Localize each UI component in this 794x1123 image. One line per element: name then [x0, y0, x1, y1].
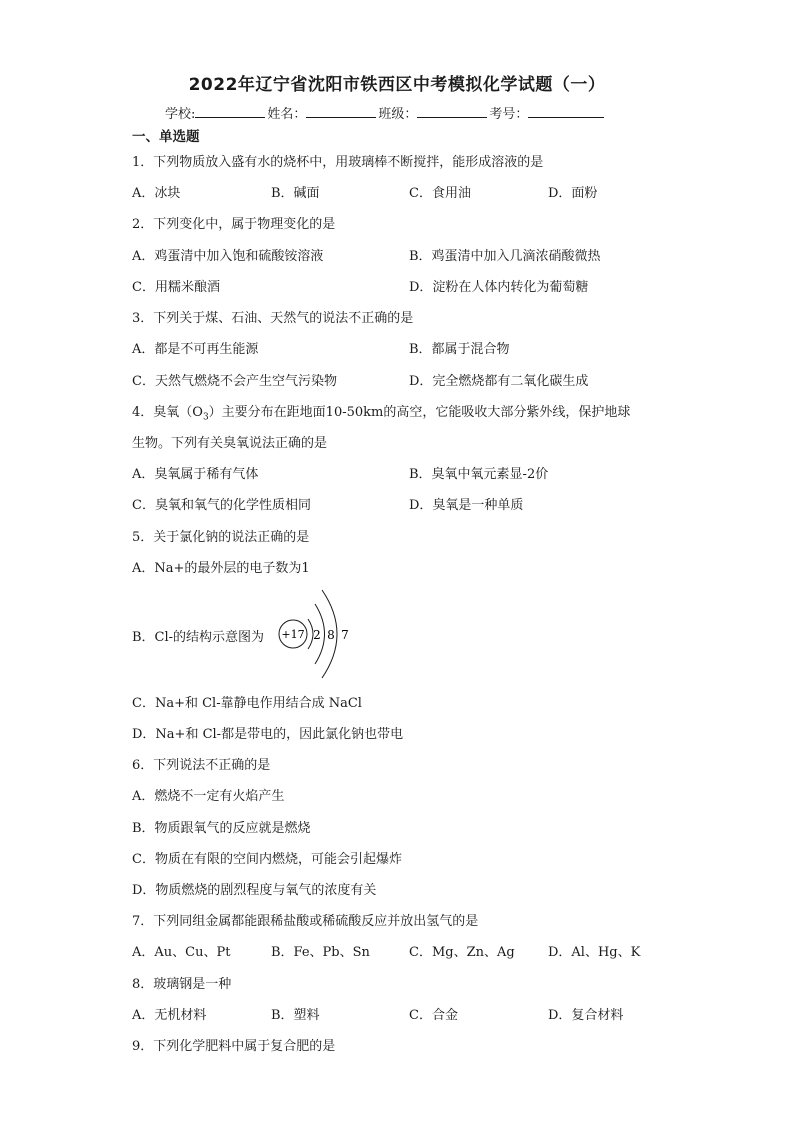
student-info-row — [165, 103, 606, 122]
section-heading: 一、单选题 — [132, 129, 200, 145]
q5-option-b: B．Cl-的结构示意图为 — [132, 630, 265, 645]
question-7-stem: 7．下列同组金属都能跟稀盐酸或稀硫酸反应并放出氢气的是 — [132, 914, 479, 929]
q1-option-d: D．面粉 — [548, 186, 598, 201]
q1-option-c: C．食用油 — [409, 186, 471, 201]
q4-option-a: A．臭氧属于稀有气体 — [132, 467, 259, 482]
q4-stem-rest: ）主要分布在距地面10-50km的高空，它能吸收大部分紫外线，保护地球 — [208, 405, 631, 420]
q3-option-d: D．完全燃烧都有二氧化碳生成 — [409, 374, 589, 389]
question-1-stem: 1．下列物质放入盛有水的烧杯中，用玻璃棒不断搅拌，能形成溶液的是 — [132, 155, 544, 170]
q4-option-c: C．臭氧和氧气的化学性质相同 — [132, 498, 311, 513]
q7-option-c: C．Mg、Zn、Ag — [409, 945, 515, 960]
q2-option-a: A．鸡蛋清中加入饱和硫酸铵溶液 — [132, 249, 324, 264]
question-8-stem: 8．玻璃钢是一种 — [132, 977, 232, 992]
question-9-stem: 9．下列化学肥料中属于复合肥的是 — [132, 1039, 336, 1054]
name-label: 姓名： — [267, 107, 307, 122]
q5-option-a: A．Na+的最外层的电子数为1 — [132, 561, 310, 576]
q8-option-c: C．合金 — [409, 1008, 458, 1023]
q6-option-a: A．燃烧不一定有火焰产生 — [132, 789, 285, 804]
ozone-subscript: 3 — [202, 412, 209, 423]
shell-1-electrons: 2 — [313, 628, 321, 642]
q3-option-b: B．都属于混合物 — [409, 342, 510, 357]
question-6-stem: 6．下列说法不正确的是 — [132, 758, 271, 773]
question-4-stem-line2: 生物。下列有关臭氧说法正确的是 — [132, 436, 328, 451]
question-3-stem: 3．下列关于煤、石油、天然气的说法不正确的是 — [132, 311, 414, 326]
q8-option-d: D．复合材料 — [548, 1008, 624, 1023]
q4-option-d: D．臭氧是一种单质 — [409, 498, 524, 513]
q8-option-b: B．塑料 — [271, 1008, 320, 1023]
q4-stem-start: 4．臭氧（O — [132, 405, 203, 420]
chlorine-ion-structure-diagram — [276, 586, 356, 682]
q6-option-b: B．物质跟氧气的反应就是燃烧 — [132, 821, 311, 836]
q3-option-c: C．天然气燃烧不会产生空气污染物 — [132, 374, 337, 389]
q6-option-c: C．物质在有限的空间内燃烧，可能会引起爆炸 — [132, 852, 402, 867]
q5-option-d: D．Na+和 Cl-都是带电的，因此氯化钠也带电 — [132, 727, 404, 742]
question-4-stem-line1 — [132, 401, 630, 423]
q5-option-c: C．Na+和 Cl-靠静电作用结合成 NaCl — [132, 696, 362, 711]
q4-option-b: B．臭氧中氧元素显-2价 — [409, 467, 549, 482]
name-blank[interactable] — [306, 105, 376, 118]
q1-option-a: A．冰块 — [132, 186, 181, 201]
exam-no-blank[interactable] — [528, 105, 604, 118]
class-label: 班级： — [378, 107, 418, 122]
q3-option-a: A．都是不可再生能源 — [132, 342, 259, 357]
page-title: 2022年辽宁省沈阳市铁西区中考模拟化学试题（一） — [188, 75, 606, 95]
school-label: 学校: — [165, 107, 196, 122]
q2-option-c: C．用糯米酿酒 — [132, 280, 220, 295]
q8-option-a: A．无机材料 — [132, 1008, 207, 1023]
nucleus-charge: +17 — [281, 628, 305, 641]
q6-option-d: D．物质燃烧的剧烈程度与氧气的浓度有关 — [132, 883, 377, 898]
q7-option-a: A．Au、Cu、Pt — [132, 945, 231, 960]
school-blank[interactable] — [195, 105, 265, 118]
shell-3-electrons: 7 — [341, 628, 349, 642]
q2-option-d: D．淀粉在人体内转化为葡萄糖 — [409, 280, 589, 295]
shell-2-electrons: 8 — [327, 628, 335, 642]
q1-option-b: B．碱面 — [271, 186, 320, 201]
q2-option-b: B．鸡蛋清中加入几滴浓硝酸微热 — [409, 249, 601, 264]
class-blank[interactable] — [417, 105, 487, 118]
q7-option-d: D．Al、Hg、K — [548, 945, 641, 960]
exam-no-label: 考号： — [489, 107, 529, 122]
question-2-stem: 2．下列变化中，属于物理变化的是 — [132, 217, 336, 232]
q7-option-b: B．Fe、Pb、Sn — [271, 945, 370, 960]
question-5-stem: 5．关于氯化钠的说法正确的是 — [132, 530, 310, 545]
